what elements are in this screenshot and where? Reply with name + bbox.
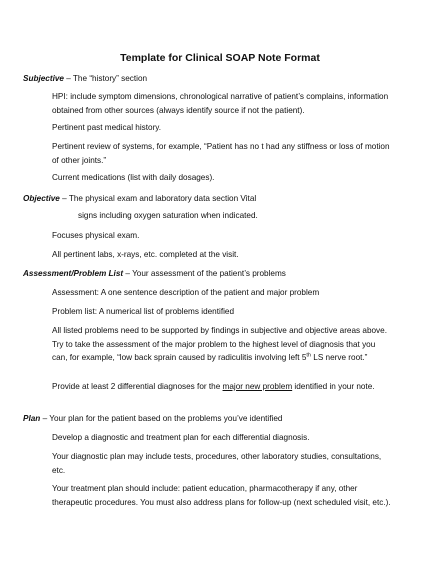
section-description: – The physical exam and laboratory data section Vital (62, 194, 257, 203)
assessment-item-summary: Assessment: A one sentence description of the patient and major problem (52, 288, 320, 297)
document-title: Template for Clinical SOAP Note Format (120, 52, 320, 64)
subjective-item-medications: Current medications (list with daily dosages). (52, 173, 215, 182)
subjective-item-hpi: HPI: include symptom dimensions, chronological narrative of patient’s complains, information obtained from other sources (always identify source if not the patient). (52, 92, 389, 115)
subjective-item-past-history: Pertinent past medical history. (52, 123, 162, 132)
section-subjective-heading (23, 73, 147, 84)
assessment-item-support: All listed problems need to be supported by findings in subjective and objective areas above. Try to take the assessment of the major problem to the highest level of diagnosis that you can, for example, “low back sprain caused by radiculitis involving left 5th LS nerve root.” (52, 326, 387, 363)
plan-item-develop: Develop a diagnostic and treatment plan for each differential diagnosis. (52, 433, 310, 442)
major-new-problem-emphasis: major new problem (222, 382, 293, 391)
assessment-item-problem-list: Problem list: A numerical list of problems identified (52, 307, 235, 316)
section-label: Assessment/Problem List (23, 269, 124, 278)
section-label: Subjective (23, 74, 64, 83)
section-description: – The “history” section (66, 74, 148, 83)
objective-item-exam: Focuses physical exam. (52, 231, 140, 240)
plan-item-treatment: Your treatment plan should include: patient education, pharmacotherapy if any, other therapeutic procedures. You must also address plans for follow-up (next scheduled visit, etc.). (52, 484, 391, 507)
section-assessment-heading (23, 268, 286, 279)
section-description: – Your assessment of the patient’s problems (125, 269, 286, 278)
section-label: Plan (23, 414, 41, 423)
section-objective-heading (23, 193, 256, 204)
objective-item-labs: All pertinent labs, x-rays, etc. completed at the visit. (52, 250, 239, 259)
section-description: – Your plan for the patient based on the problems you’ve identified (42, 414, 283, 423)
assessment-item-differentials: Provide at least 2 differential diagnoses for the major new problem identified in your note. (52, 382, 375, 391)
section-label: Objective (23, 194, 60, 203)
section-plan-heading (23, 413, 282, 424)
subjective-item-review: Pertinent review of systems, for example, “Patient has no t had any stiffness or loss of motion of other joints.” (52, 142, 390, 165)
plan-item-diagnostic: Your diagnostic plan may include tests, procedures, other laboratory studies, consultations, etc. (52, 452, 382, 475)
objective-item-vitals: signs including oxygen saturation when indicated. (78, 211, 258, 220)
